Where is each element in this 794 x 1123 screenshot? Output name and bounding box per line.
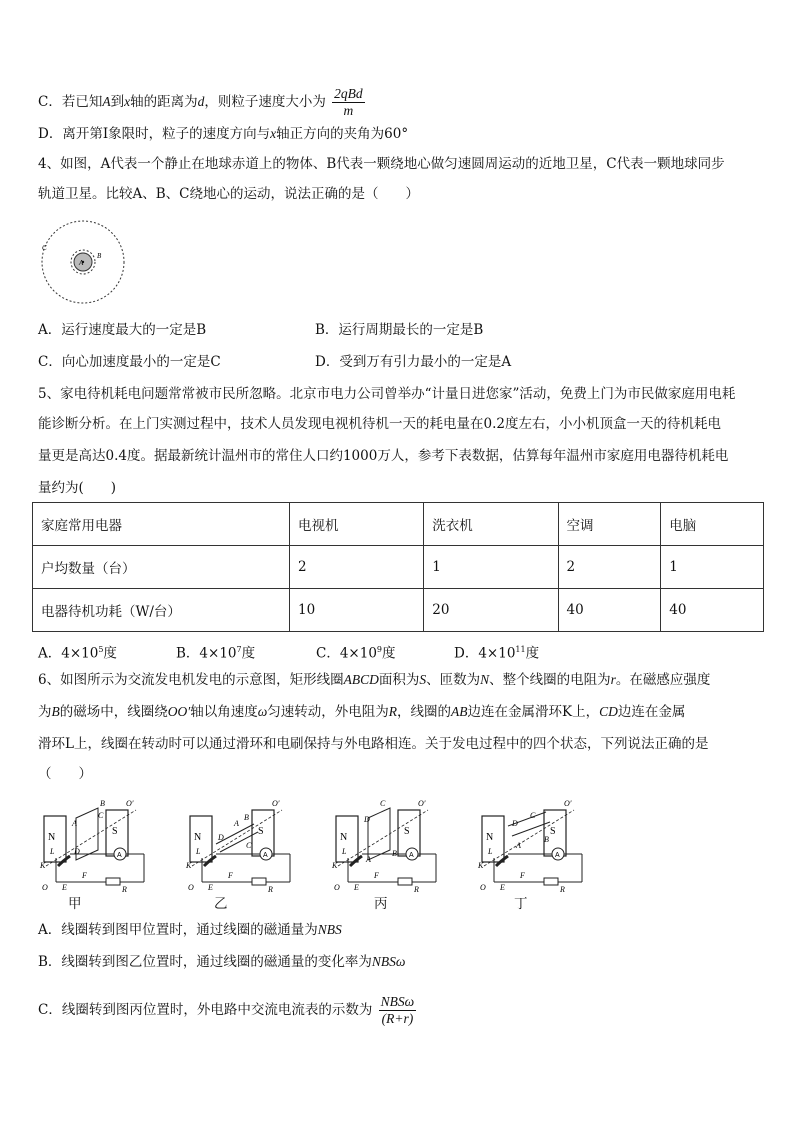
label-k: K <box>186 861 192 870</box>
math-var: x <box>270 126 277 141</box>
caption-bing: 丙 <box>374 896 388 912</box>
table-row <box>33 546 764 589</box>
label-l: L <box>488 847 493 856</box>
denominator: (R+r) <box>381 1011 414 1026</box>
figure-yi <box>185 799 290 892</box>
math-var: ABCD <box>343 672 379 687</box>
text: A．4×10 <box>38 645 99 662</box>
ammeter-label: A <box>117 852 122 859</box>
text: ，线圈的 <box>397 704 451 720</box>
q6-option-b <box>38 952 405 972</box>
table-cell: 洗衣机 <box>424 503 558 546</box>
q4-option-a: A．运行速度最大的一定是B <box>38 322 207 338</box>
text: 为 <box>38 704 52 720</box>
table-cell: 电视机 <box>290 503 424 546</box>
label-d: D <box>512 819 518 828</box>
table-cell: 空调 <box>558 503 661 546</box>
caption-ding: 丁 <box>514 896 528 912</box>
math-var: S <box>419 672 427 687</box>
label-b: B <box>244 813 249 822</box>
exponent: 7 <box>236 645 242 654</box>
table-cell: 2 <box>290 546 424 589</box>
table-cell: 40 <box>558 589 661 632</box>
text: C．若已知 <box>38 94 103 110</box>
label-r: R <box>122 885 127 892</box>
math-var: OO′ <box>167 704 191 719</box>
table-cell: 40 <box>661 589 764 632</box>
exponent: 9 <box>376 645 383 654</box>
figure-jia <box>39 799 144 892</box>
label-r: R <box>414 885 419 892</box>
label-f: F <box>374 871 379 880</box>
label-o: O <box>480 883 486 892</box>
q4-stem-line1: 4、如图，A代表一个静止在地球赤道上的物体、B代表一颗绕地心做匀速圆周运动的近地卫星，C代表一颗地球同步 <box>38 156 725 172</box>
q6-stem-line1 <box>38 670 710 690</box>
label-b: B <box>97 252 102 260</box>
label-f: F <box>228 871 233 880</box>
math-var: R <box>388 704 397 719</box>
text: 轴以角速度 <box>190 704 258 720</box>
q5-option-a <box>38 640 117 664</box>
math-expr: NBSω <box>371 954 406 969</box>
q4-option-c: C．向心加速度最小的一定是C <box>38 354 221 370</box>
numerator: NBSω <box>380 994 415 1009</box>
math-var: N <box>480 672 490 687</box>
math-expr: NBS <box>317 922 342 937</box>
table-cell: 10 <box>290 589 424 632</box>
appliance-table <box>32 502 764 632</box>
table-cell: 电脑 <box>661 503 764 546</box>
q5-option-d <box>454 640 539 664</box>
label-b: B <box>544 835 549 844</box>
text: 边连在金属 <box>617 704 686 720</box>
label-b: B <box>392 849 397 858</box>
exponent: 5 <box>98 645 104 654</box>
q3-option-d <box>38 124 408 144</box>
table-header-row <box>33 503 764 546</box>
q4-option-b: B．运行周期最长的一定是B <box>315 322 484 338</box>
q6-stem-line4: （ ） <box>38 766 92 782</box>
text: 面积为 <box>378 672 420 688</box>
ammeter-label: A <box>263 852 268 859</box>
label-a: A <box>72 819 77 828</box>
text: B．线圈转到图乙位置时，通过线圈的磁通量的变化率为 <box>38 954 372 970</box>
label-b: B <box>100 799 105 808</box>
label-l: L <box>342 847 347 856</box>
label-l: L <box>196 847 201 856</box>
table-row <box>33 589 764 632</box>
text: D．离开第Ⅰ象限时，粒子的速度方向与 <box>38 126 271 142</box>
q5-stem-line2: 能诊断分析。在上门实测过程中，技术人员发现电视机待机一天的耗电量在0.2度左右，小小机顶盒一天的待机耗电 <box>38 416 721 432</box>
text: A．线圈转到图甲位置时，通过线圈的磁通量为 <box>38 922 318 938</box>
label-o: O <box>188 883 194 892</box>
numerator: 2qBd <box>334 86 363 101</box>
text: D．4×10 <box>454 645 516 662</box>
math-var: B <box>51 704 60 719</box>
label-o-prime: O′ <box>564 799 572 808</box>
caption-jia: 甲 <box>68 896 82 912</box>
label-d: D <box>74 847 80 856</box>
table-cell: 20 <box>424 589 558 632</box>
text: 轴的距离为 <box>130 94 198 110</box>
figure-bing <box>331 799 436 892</box>
q5-stem-line3: 量更是高达0.4度。据最新统计温州市的常住人口约1000万人，参考下表数据，估算每年温州市家庭用电器待机耗电 <box>38 448 729 464</box>
label-o: O <box>42 883 48 892</box>
label-k: K <box>40 861 46 870</box>
label-n: N <box>48 832 56 843</box>
label-n: N <box>486 832 494 843</box>
orbit-diagram <box>38 220 128 304</box>
label-s: S <box>550 826 556 837</box>
label-f: F <box>82 871 87 880</box>
label-a: A <box>366 855 371 864</box>
label-o-prime: O′ <box>126 799 134 808</box>
text: 轴正方向的夹角为60° <box>276 126 409 142</box>
text: 、匝数为 <box>426 672 481 688</box>
text: 的磁场中，线圈绕 <box>59 704 168 720</box>
q5-option-b <box>176 640 255 664</box>
text: 、整个线圈的电阻为 <box>489 672 611 688</box>
text: B．4×10 <box>176 645 237 662</box>
label-r: R <box>268 885 273 892</box>
label-c: C <box>530 811 536 820</box>
label-s: S <box>112 826 118 837</box>
label-o-prime: O′ <box>418 799 426 808</box>
label-d: D <box>364 815 370 824</box>
math-var: ω <box>257 704 268 719</box>
q3-option-c <box>38 86 367 119</box>
label-o: O <box>334 883 340 892</box>
table-cell: 2 <box>558 546 661 589</box>
label-e: E <box>500 883 505 892</box>
label-k: K <box>332 861 338 870</box>
fraction <box>332 86 365 119</box>
label-o-prime: O′ <box>272 799 280 808</box>
label-l: L <box>50 847 55 856</box>
label-a: A <box>516 841 521 850</box>
label-e: E <box>62 883 67 892</box>
q6-stem-line3: 滑环L上，线圈在转动时可以通过滑环和电刷保持与外电路相连。关于发电过程中的四个状态，下列说法正确的是 <box>38 736 709 752</box>
q6-stem-line2 <box>38 702 685 722</box>
label-c: C <box>246 841 252 850</box>
math-var: A <box>102 94 111 109</box>
fraction <box>379 994 417 1027</box>
label-d: D <box>218 833 224 842</box>
label-n: N <box>340 832 348 843</box>
generator-figures <box>36 796 596 892</box>
math-var: d <box>197 94 205 109</box>
math-var: x <box>124 94 131 109</box>
unit: 度 <box>103 645 117 662</box>
caption-yi: 乙 <box>214 896 228 912</box>
text: 边连在金属滑环K上， <box>467 704 600 720</box>
ammeter-label: A <box>409 852 414 859</box>
unit: 度 <box>525 645 540 662</box>
label-k: K <box>478 861 484 870</box>
q6-option-c <box>38 994 418 1027</box>
label-c: C <box>42 244 47 252</box>
unit: 度 <box>382 645 396 662</box>
label-e: E <box>208 883 213 892</box>
exponent: 11 <box>515 645 526 654</box>
label-f: F <box>520 871 525 880</box>
label-a: A <box>234 819 239 828</box>
table-cell: 1 <box>661 546 764 589</box>
figure-ding <box>477 799 582 892</box>
table-cell: 户均数量（台） <box>33 546 290 589</box>
text: 到 <box>110 94 125 110</box>
label-s: S <box>404 826 410 837</box>
q6-option-a <box>38 920 342 940</box>
denominator: m <box>343 103 354 118</box>
label-e: E <box>354 883 359 892</box>
q5-stem-line4: 量约为( ) <box>38 480 117 496</box>
unit: 度 <box>241 645 256 662</box>
text: 6、如图所示为交流发电机发电的示意图，矩形线圈 <box>38 672 344 688</box>
math-var: CD <box>599 704 618 719</box>
ammeter-label: A <box>555 852 560 859</box>
label-n: N <box>194 832 202 843</box>
text: 匀速转动，外电阻为 <box>267 704 389 720</box>
math-var: r <box>610 672 616 687</box>
text: C．4×10 <box>316 645 377 662</box>
math-var: AB <box>451 704 468 719</box>
text: C．线圈转到图丙位置时，外电路中交流电流表的示数为 <box>38 1002 373 1018</box>
q5-stem-line1: 5、家电待机耗电问题常常被市民所忽略。北京市电力公司曾举办“计量日进您家”活动，免费上门为市民做家庭用电耗 <box>38 386 736 402</box>
label-s: S <box>258 826 264 837</box>
table-cell: 电器待机功耗（W/台） <box>33 589 290 632</box>
q4-stem-line2: 轨道卫星。比较A、B、C绕地心的运动，说法正确的是（ ） <box>38 186 419 202</box>
label-c: C <box>98 811 104 820</box>
text: ，则粒子速度大小为 <box>204 94 326 110</box>
text: 。在磁感应强度 <box>615 672 711 688</box>
table-cell: 家庭常用电器 <box>33 503 290 546</box>
table-cell: 1 <box>424 546 558 589</box>
label-c: C <box>380 799 386 808</box>
label-a: A <box>79 259 84 267</box>
q4-option-d: D．受到万有引力最小的一定是A <box>315 354 512 370</box>
q5-option-c <box>316 640 396 664</box>
label-r: R <box>560 885 565 892</box>
